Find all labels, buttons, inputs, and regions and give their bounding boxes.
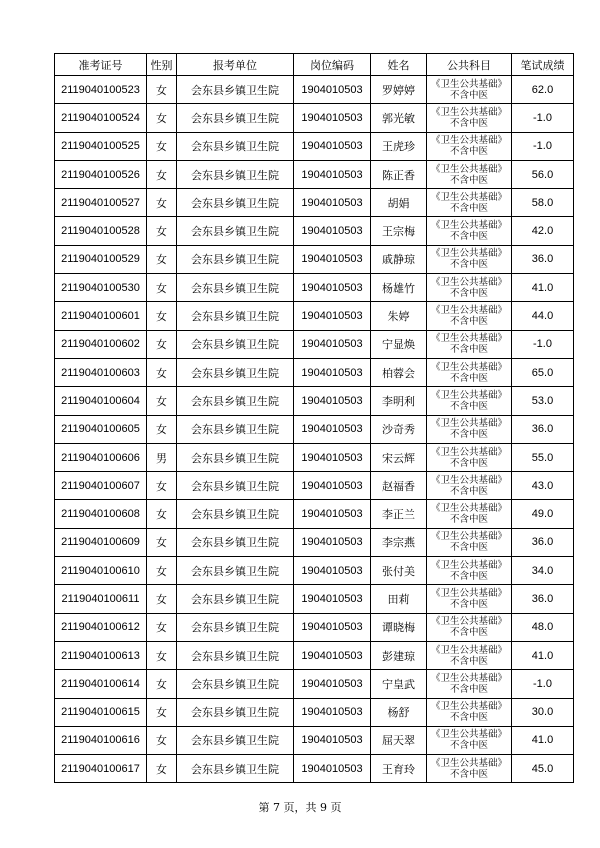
cell-unit: 会东县乡镇卫生院 — [177, 274, 294, 302]
subject-note: 不含中医 — [449, 372, 488, 384]
cell-subject — [427, 76, 512, 104]
cell-subject — [427, 500, 512, 528]
cell-score: 55.0 — [512, 443, 574, 471]
cell-subject — [427, 160, 512, 188]
table-row — [55, 528, 574, 556]
subject-note: 不含中医 — [449, 89, 488, 101]
table-header-row — [55, 54, 574, 76]
cell-gender: 女 — [147, 132, 177, 160]
cell-exam-id: 2119040100611 — [55, 585, 147, 613]
cell-name: 胡娟 — [371, 189, 427, 217]
subject-title: 《卫生公共基础》 — [430, 701, 507, 713]
subject-title: 《卫生公共基础》 — [430, 757, 507, 769]
subject-note: 不含中医 — [449, 316, 488, 328]
cell-subject — [427, 104, 512, 132]
cell-unit: 会东县乡镇卫生院 — [177, 755, 294, 783]
cell-post-code: 1904010503 — [294, 726, 371, 754]
cell-score: 30.0 — [512, 698, 574, 726]
header-score: 笔试成绩 — [512, 54, 574, 76]
header-gender: 性别 — [147, 54, 177, 76]
subject-title: 《卫生公共基础》 — [430, 305, 507, 317]
cell-exam-id: 2119040100609 — [55, 528, 147, 556]
cell-gender: 女 — [147, 528, 177, 556]
subject-title: 《卫生公共基础》 — [430, 446, 507, 458]
table-row — [55, 557, 574, 585]
cell-exam-id: 2119040100616 — [55, 726, 147, 754]
subject-note: 不含中医 — [449, 740, 488, 752]
cell-gender: 女 — [147, 104, 177, 132]
cell-unit: 会东县乡镇卫生院 — [177, 387, 294, 415]
cell-name: 李正兰 — [371, 500, 427, 528]
cell-unit: 会东县乡镇卫生院 — [177, 698, 294, 726]
table-row — [55, 217, 574, 245]
cell-subject — [427, 330, 512, 358]
cell-subject — [427, 670, 512, 698]
cell-unit: 会东县乡镇卫生院 — [177, 726, 294, 754]
cell-name: 王宗梅 — [371, 217, 427, 245]
cell-score: 45.0 — [512, 755, 574, 783]
cell-score: 36.0 — [512, 245, 574, 273]
table-row — [55, 670, 574, 698]
cell-subject — [427, 528, 512, 556]
cell-exam-id: 2119040100607 — [55, 472, 147, 500]
cell-score: 42.0 — [512, 217, 574, 245]
cell-score: 56.0 — [512, 160, 574, 188]
subject-note: 不含中医 — [449, 457, 488, 469]
table-row — [55, 387, 574, 415]
cell-gender: 女 — [147, 160, 177, 188]
cell-post-code: 1904010503 — [294, 302, 371, 330]
cell-subject — [427, 613, 512, 641]
cell-score: 36.0 — [512, 415, 574, 443]
cell-subject — [427, 302, 512, 330]
cell-post-code: 1904010503 — [294, 641, 371, 669]
subject-note: 不含中医 — [449, 202, 488, 214]
subject-title: 《卫生公共基础》 — [430, 644, 507, 656]
cell-gender: 女 — [147, 641, 177, 669]
cell-gender: 女 — [147, 500, 177, 528]
cell-exam-id: 2119040100524 — [55, 104, 147, 132]
cell-post-code: 1904010503 — [294, 245, 371, 273]
cell-name: 屈天翠 — [371, 726, 427, 754]
table-row — [55, 104, 574, 132]
cell-name: 王育玲 — [371, 755, 427, 783]
cell-unit: 会东县乡镇卫生院 — [177, 132, 294, 160]
subject-note: 不含中医 — [449, 174, 488, 186]
cell-post-code: 1904010503 — [294, 613, 371, 641]
subject-title: 《卫生公共基础》 — [430, 361, 507, 373]
cell-score: -1.0 — [512, 670, 574, 698]
cell-score: 41.0 — [512, 274, 574, 302]
cell-unit: 会东县乡镇卫生院 — [177, 443, 294, 471]
cell-subject — [427, 387, 512, 415]
subject-title: 《卫生公共基础》 — [430, 729, 507, 741]
table-row — [55, 726, 574, 754]
cell-name: 张付美 — [371, 557, 427, 585]
cell-gender: 女 — [147, 726, 177, 754]
cell-score: 62.0 — [512, 76, 574, 104]
cell-post-code: 1904010503 — [294, 472, 371, 500]
cell-exam-id: 2119040100605 — [55, 415, 147, 443]
subject-note: 不含中医 — [449, 117, 488, 129]
cell-post-code: 1904010503 — [294, 274, 371, 302]
cell-name: 宁皇武 — [371, 670, 427, 698]
cell-gender: 女 — [147, 670, 177, 698]
cell-score: 53.0 — [512, 387, 574, 415]
cell-unit: 会东县乡镇卫生院 — [177, 557, 294, 585]
cell-score: 48.0 — [512, 613, 574, 641]
cell-unit: 会东县乡镇卫生院 — [177, 330, 294, 358]
cell-subject — [427, 557, 512, 585]
header-post-code: 岗位编码 — [294, 54, 371, 76]
cell-score: 41.0 — [512, 641, 574, 669]
cell-unit: 会东县乡镇卫生院 — [177, 245, 294, 273]
subject-title: 《卫生公共基础》 — [430, 333, 507, 345]
cell-score: -1.0 — [512, 132, 574, 160]
subject-title: 《卫生公共基础》 — [430, 220, 507, 232]
subject-title: 《卫生公共基础》 — [430, 531, 507, 543]
cell-unit: 会东县乡镇卫生院 — [177, 528, 294, 556]
subject-note: 不含中医 — [449, 231, 488, 243]
subject-note: 不含中医 — [449, 768, 488, 780]
header-unit: 报考单位 — [177, 54, 294, 76]
cell-subject — [427, 443, 512, 471]
cell-subject — [427, 755, 512, 783]
cell-subject — [427, 641, 512, 669]
cell-unit: 会东县乡镇卫生院 — [177, 302, 294, 330]
subject-title: 《卫生公共基础》 — [430, 78, 507, 90]
cell-unit: 会东县乡镇卫生院 — [177, 641, 294, 669]
subject-note: 不含中医 — [449, 146, 488, 158]
cell-exam-id: 2119040100525 — [55, 132, 147, 160]
subject-note: 不含中医 — [449, 712, 488, 724]
cell-post-code: 1904010503 — [294, 189, 371, 217]
cell-gender: 女 — [147, 330, 177, 358]
cell-unit: 会东县乡镇卫生院 — [177, 104, 294, 132]
cell-post-code: 1904010503 — [294, 698, 371, 726]
cell-name: 柏蓉会 — [371, 358, 427, 386]
cell-post-code: 1904010503 — [294, 500, 371, 528]
cell-subject — [427, 472, 512, 500]
subject-title: 《卫生公共基础》 — [430, 135, 507, 147]
cell-post-code: 1904010503 — [294, 104, 371, 132]
cell-name: 李明利 — [371, 387, 427, 415]
subject-note: 不含中医 — [449, 400, 488, 412]
cell-gender: 女 — [147, 387, 177, 415]
cell-name: 戚静琼 — [371, 245, 427, 273]
cell-post-code: 1904010503 — [294, 330, 371, 358]
cell-unit: 会东县乡镇卫生院 — [177, 358, 294, 386]
table-row — [55, 415, 574, 443]
subject-title: 《卫生公共基础》 — [430, 418, 507, 430]
subject-title: 《卫生公共基础》 — [430, 559, 507, 571]
cell-post-code: 1904010503 — [294, 415, 371, 443]
cell-name: 谭晓梅 — [371, 613, 427, 641]
cell-post-code: 1904010503 — [294, 443, 371, 471]
table-row — [55, 189, 574, 217]
cell-exam-id: 2119040100601 — [55, 302, 147, 330]
cell-post-code: 1904010503 — [294, 132, 371, 160]
cell-subject — [427, 415, 512, 443]
cell-subject — [427, 189, 512, 217]
cell-name: 宁显焕 — [371, 330, 427, 358]
cell-name: 杨雄竹 — [371, 274, 427, 302]
cell-subject — [427, 358, 512, 386]
table-row — [55, 358, 574, 386]
cell-gender: 女 — [147, 76, 177, 104]
cell-score: 36.0 — [512, 585, 574, 613]
cell-post-code: 1904010503 — [294, 557, 371, 585]
cell-gender: 女 — [147, 358, 177, 386]
table-row — [55, 755, 574, 783]
cell-post-code: 1904010503 — [294, 755, 371, 783]
cell-gender: 女 — [147, 189, 177, 217]
cell-score: 65.0 — [512, 358, 574, 386]
subject-title: 《卫生公共基础》 — [430, 616, 507, 628]
subject-note: 不含中医 — [449, 344, 488, 356]
cell-gender: 男 — [147, 443, 177, 471]
table-row — [55, 245, 574, 273]
cell-exam-id: 2119040100530 — [55, 274, 147, 302]
table-row — [55, 613, 574, 641]
cell-exam-id: 2119040100613 — [55, 641, 147, 669]
cell-unit: 会东县乡镇卫生院 — [177, 189, 294, 217]
subject-title: 《卫生公共基础》 — [430, 503, 507, 515]
cell-score: 49.0 — [512, 500, 574, 528]
cell-unit: 会东县乡镇卫生院 — [177, 217, 294, 245]
cell-exam-id: 2119040100523 — [55, 76, 147, 104]
cell-score: -1.0 — [512, 330, 574, 358]
table-row — [55, 274, 574, 302]
table-row — [55, 76, 574, 104]
cell-exam-id: 2119040100606 — [55, 443, 147, 471]
cell-exam-id: 2119040100602 — [55, 330, 147, 358]
cell-name: 陈正香 — [371, 160, 427, 188]
table-row — [55, 641, 574, 669]
subject-note: 不含中医 — [449, 485, 488, 497]
cell-score: 58.0 — [512, 189, 574, 217]
cell-exam-id: 2119040100603 — [55, 358, 147, 386]
cell-gender: 女 — [147, 245, 177, 273]
cell-exam-id: 2119040100528 — [55, 217, 147, 245]
cell-subject — [427, 274, 512, 302]
cell-gender: 女 — [147, 755, 177, 783]
subject-title: 《卫生公共基础》 — [430, 248, 507, 260]
score-table — [54, 53, 574, 783]
cell-post-code: 1904010503 — [294, 585, 371, 613]
cell-score: 34.0 — [512, 557, 574, 585]
header-subject: 公共科目 — [427, 54, 512, 76]
table-row — [55, 330, 574, 358]
subject-title: 《卫生公共基础》 — [430, 587, 507, 599]
cell-exam-id: 2119040100604 — [55, 387, 147, 415]
subject-note: 不含中医 — [449, 598, 488, 610]
header-name: 姓名 — [371, 54, 427, 76]
cell-unit: 会东县乡镇卫生院 — [177, 585, 294, 613]
subject-title: 《卫生公共基础》 — [430, 163, 507, 175]
cell-exam-id: 2119040100612 — [55, 613, 147, 641]
subject-title: 《卫生公共基础》 — [430, 276, 507, 288]
cell-post-code: 1904010503 — [294, 387, 371, 415]
cell-score: 43.0 — [512, 472, 574, 500]
cell-score: 44.0 — [512, 302, 574, 330]
cell-subject — [427, 585, 512, 613]
cell-gender: 女 — [147, 302, 177, 330]
subject-note: 不含中医 — [449, 542, 488, 554]
table-row — [55, 160, 574, 188]
cell-exam-id: 2119040100529 — [55, 245, 147, 273]
cell-post-code: 1904010503 — [294, 358, 371, 386]
cell-unit: 会东县乡镇卫生院 — [177, 670, 294, 698]
cell-name: 赵福香 — [371, 472, 427, 500]
cell-post-code: 1904010503 — [294, 76, 371, 104]
subject-title: 《卫生公共基础》 — [430, 474, 507, 486]
table-row — [55, 472, 574, 500]
cell-subject — [427, 132, 512, 160]
cell-name: 彭建琼 — [371, 641, 427, 669]
cell-unit: 会东县乡镇卫生院 — [177, 415, 294, 443]
cell-name: 田莉 — [371, 585, 427, 613]
subject-note: 不含中医 — [449, 429, 488, 441]
subject-note: 不含中医 — [449, 514, 488, 526]
cell-gender: 女 — [147, 557, 177, 585]
cell-gender: 女 — [147, 472, 177, 500]
cell-gender: 女 — [147, 274, 177, 302]
cell-gender: 女 — [147, 217, 177, 245]
cell-name: 罗婷婷 — [371, 76, 427, 104]
cell-name: 王虎珍 — [371, 132, 427, 160]
cell-post-code: 1904010503 — [294, 670, 371, 698]
cell-exam-id: 2119040100527 — [55, 189, 147, 217]
cell-gender: 女 — [147, 415, 177, 443]
subject-title: 《卫生公共基础》 — [430, 191, 507, 203]
cell-subject — [427, 698, 512, 726]
subject-note: 不含中医 — [449, 259, 488, 271]
cell-score: -1.0 — [512, 104, 574, 132]
cell-exam-id: 2119040100610 — [55, 557, 147, 585]
table-row — [55, 585, 574, 613]
cell-score: 41.0 — [512, 726, 574, 754]
cell-post-code: 1904010503 — [294, 528, 371, 556]
page-footer: 第 7 页，共 9 页 — [258, 801, 342, 814]
subject-title: 《卫生公共基础》 — [430, 389, 507, 401]
header-exam-id: 准考证号 — [55, 54, 147, 76]
cell-name: 朱婷 — [371, 302, 427, 330]
cell-unit: 会东县乡镇卫生院 — [177, 472, 294, 500]
cell-name: 李宗燕 — [371, 528, 427, 556]
cell-name: 宋云辉 — [371, 443, 427, 471]
cell-gender: 女 — [147, 698, 177, 726]
cell-exam-id: 2119040100617 — [55, 755, 147, 783]
cell-unit: 会东县乡镇卫生院 — [177, 613, 294, 641]
cell-unit: 会东县乡镇卫生院 — [177, 160, 294, 188]
table-row — [55, 698, 574, 726]
cell-unit: 会东县乡镇卫生院 — [177, 500, 294, 528]
subject-title: 《卫生公共基础》 — [430, 672, 507, 684]
subject-note: 不含中医 — [449, 627, 488, 639]
cell-score: 36.0 — [512, 528, 574, 556]
cell-post-code: 1904010503 — [294, 217, 371, 245]
subject-title: 《卫生公共基础》 — [430, 106, 507, 118]
subject-note: 不含中医 — [449, 655, 488, 667]
table-row — [55, 500, 574, 528]
subject-note: 不含中医 — [449, 287, 488, 299]
subject-note: 不含中医 — [449, 570, 488, 582]
cell-exam-id: 2119040100526 — [55, 160, 147, 188]
cell-subject — [427, 245, 512, 273]
cell-post-code: 1904010503 — [294, 160, 371, 188]
cell-unit: 会东县乡镇卫生院 — [177, 76, 294, 104]
cell-name: 沙奇秀 — [371, 415, 427, 443]
cell-exam-id: 2119040100608 — [55, 500, 147, 528]
table-row — [55, 443, 574, 471]
table-row — [55, 132, 574, 160]
cell-subject — [427, 217, 512, 245]
table-row — [55, 302, 574, 330]
cell-name: 杨舒 — [371, 698, 427, 726]
subject-note: 不含中医 — [449, 683, 488, 695]
cell-exam-id: 2119040100614 — [55, 670, 147, 698]
cell-exam-id: 2119040100615 — [55, 698, 147, 726]
cell-name: 郭光敏 — [371, 104, 427, 132]
cell-gender: 女 — [147, 613, 177, 641]
cell-subject — [427, 726, 512, 754]
cell-gender: 女 — [147, 585, 177, 613]
